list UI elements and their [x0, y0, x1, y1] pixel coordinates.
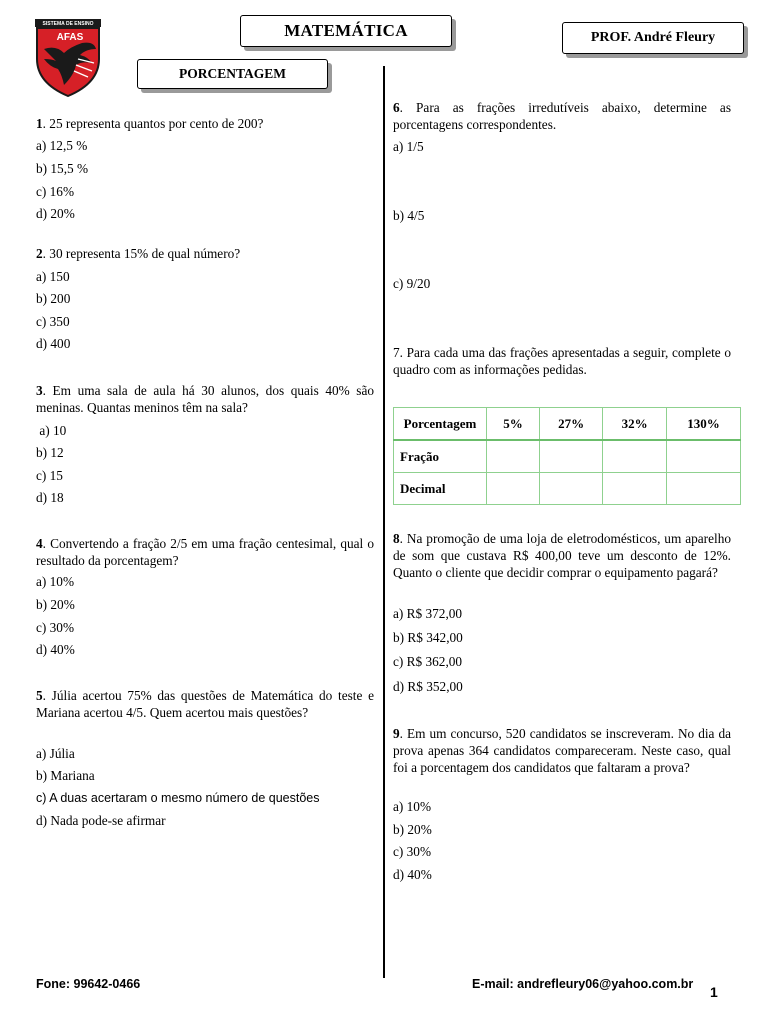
page-number: 1 [710, 984, 718, 1000]
q3-option-c[interactable]: c) 15 [36, 468, 63, 483]
table-row [394, 440, 741, 473]
table-row [394, 473, 741, 505]
q8-option-a[interactable]: a) R$ 372,00 [393, 606, 463, 621]
q5-option-d[interactable]: d) Nada pode-se afirmar [36, 813, 166, 828]
table-header-cell: 27% [539, 408, 603, 441]
question-9: 9. Em um concurso, 520 candidatos se inscreveram. No dia da prova apenas 364 candidatos compareceram. Neste caso, qual foi a porcentagem dos candidatos que faltaram a prova? [393, 726, 731, 775]
question-7: 7. Para cada uma das frações apresentadas a seguir, complete o quadro com as informações pedidas. [393, 345, 731, 377]
q4-option-d[interactable]: d) 40% [36, 642, 75, 657]
logo-name: AFAS [56, 32, 84, 43]
q1-option-b[interactable]: b) 15,5 % [36, 161, 89, 176]
q2-option-d[interactable]: d) 400 [36, 336, 71, 351]
q5-option-c[interactable]: c) A duas acertaram o mesmo número de questões [36, 791, 320, 805]
topic-title: PORCENTAGEM [137, 59, 328, 89]
question-1: 1. 25 representa quantos por cento de 200? [36, 116, 264, 131]
q3-option-b[interactable]: b) 12 [36, 445, 64, 460]
q6-option-c[interactable]: c) 9/20 [393, 276, 431, 291]
q9-option-c[interactable]: c) 30% [393, 844, 432, 859]
q1-option-d[interactable]: d) 20% [36, 206, 75, 221]
q8-option-b[interactable]: b) R$ 342,00 [393, 630, 463, 645]
q9-option-d[interactable]: d) 40% [393, 867, 432, 882]
question-5: 5. Júlia acertou 75% das questões de Matemática do teste e Mariana acertou 4/5. Quem acertou mais questões? [36, 688, 374, 720]
table-header-cell: 130% [666, 408, 740, 441]
table-header-cell: 5% [487, 408, 540, 441]
question-6: 6. Para as frações irredutíveis abaixo, determine as porcentagens correspondentes. [393, 100, 731, 132]
q6-option-b[interactable]: b) 4/5 [393, 208, 425, 223]
q3-option-a[interactable]: a) 10 [36, 423, 67, 438]
footer-email: E-mail: andrefleury06@yahoo.com.br [472, 977, 694, 991]
footer-phone: Fone: 99642-0466 [36, 977, 141, 991]
table-header-label: Porcentagem [394, 408, 487, 441]
table-cell-blank[interactable] [539, 440, 603, 473]
subject-title: MATEMÁTICA [240, 15, 452, 47]
table-header-row [394, 408, 741, 441]
q9-option-b[interactable]: b) 20% [393, 822, 432, 837]
logo-top-text: SISTEMA DE ENSINO [42, 21, 94, 27]
q4-option-c[interactable]: c) 30% [36, 620, 75, 635]
q1-option-c[interactable]: c) 16% [36, 184, 75, 199]
question-8: 8. Na promoção de uma loja de eletrodomésticos, um aparelho de som que custava R$ 400,00 teve um desconto de 12%. Quanto o cliente que decidir comprar o equipamento pagará? [393, 531, 731, 580]
q2-option-b[interactable]: b) 200 [36, 291, 71, 306]
q9-option-a[interactable]: a) 10% [393, 799, 432, 814]
q5-option-a[interactable]: a) Júlia [36, 746, 75, 761]
table-cell-blank[interactable] [666, 440, 740, 473]
question-3: 3. Em uma sala de aula há 30 alunos, dos quais 40% são meninas. Quantas meninos têm na sala? [36, 383, 374, 415]
q5-option-b[interactable]: b) Mariana [36, 768, 95, 783]
q8-option-c[interactable]: c) R$ 362,00 [393, 654, 463, 669]
table-header-cell: 32% [603, 408, 667, 441]
q4-option-b[interactable]: b) 20% [36, 597, 75, 612]
table-row-label: Decimal [394, 473, 487, 505]
q2-option-a[interactable]: a) 150 [36, 269, 70, 284]
table-row-label: Fração [394, 440, 487, 473]
table-cell-blank[interactable] [666, 473, 740, 505]
q8-option-d[interactable]: d) R$ 352,00 [393, 679, 463, 694]
q2-option-c[interactable]: c) 350 [36, 314, 70, 329]
question-2: 2. 30 representa 15% de qual número? [36, 246, 241, 261]
q6-option-a[interactable]: a) 1/5 [393, 139, 424, 154]
table-cell-blank[interactable] [603, 473, 667, 505]
afas-logo [34, 19, 102, 97]
table-cell-blank[interactable] [603, 440, 667, 473]
percentage-table [393, 407, 741, 505]
table-cell-blank[interactable] [539, 473, 603, 505]
q4-option-a[interactable]: a) 10% [36, 574, 75, 589]
column-divider [383, 66, 385, 978]
teacher-name: PROF. André Fleury [562, 22, 744, 54]
table-cell-blank[interactable] [487, 440, 540, 473]
q1-option-a[interactable]: a) 12,5 % [36, 138, 88, 153]
question-4: 4. Convertendo a fração 2/5 em uma fração centesimal, qual o resultado da porcentagem? [36, 536, 374, 568]
eagle-shield-logo-icon [34, 19, 102, 97]
table-cell-blank[interactable] [487, 473, 540, 505]
q3-option-d[interactable]: d) 18 [36, 490, 64, 505]
